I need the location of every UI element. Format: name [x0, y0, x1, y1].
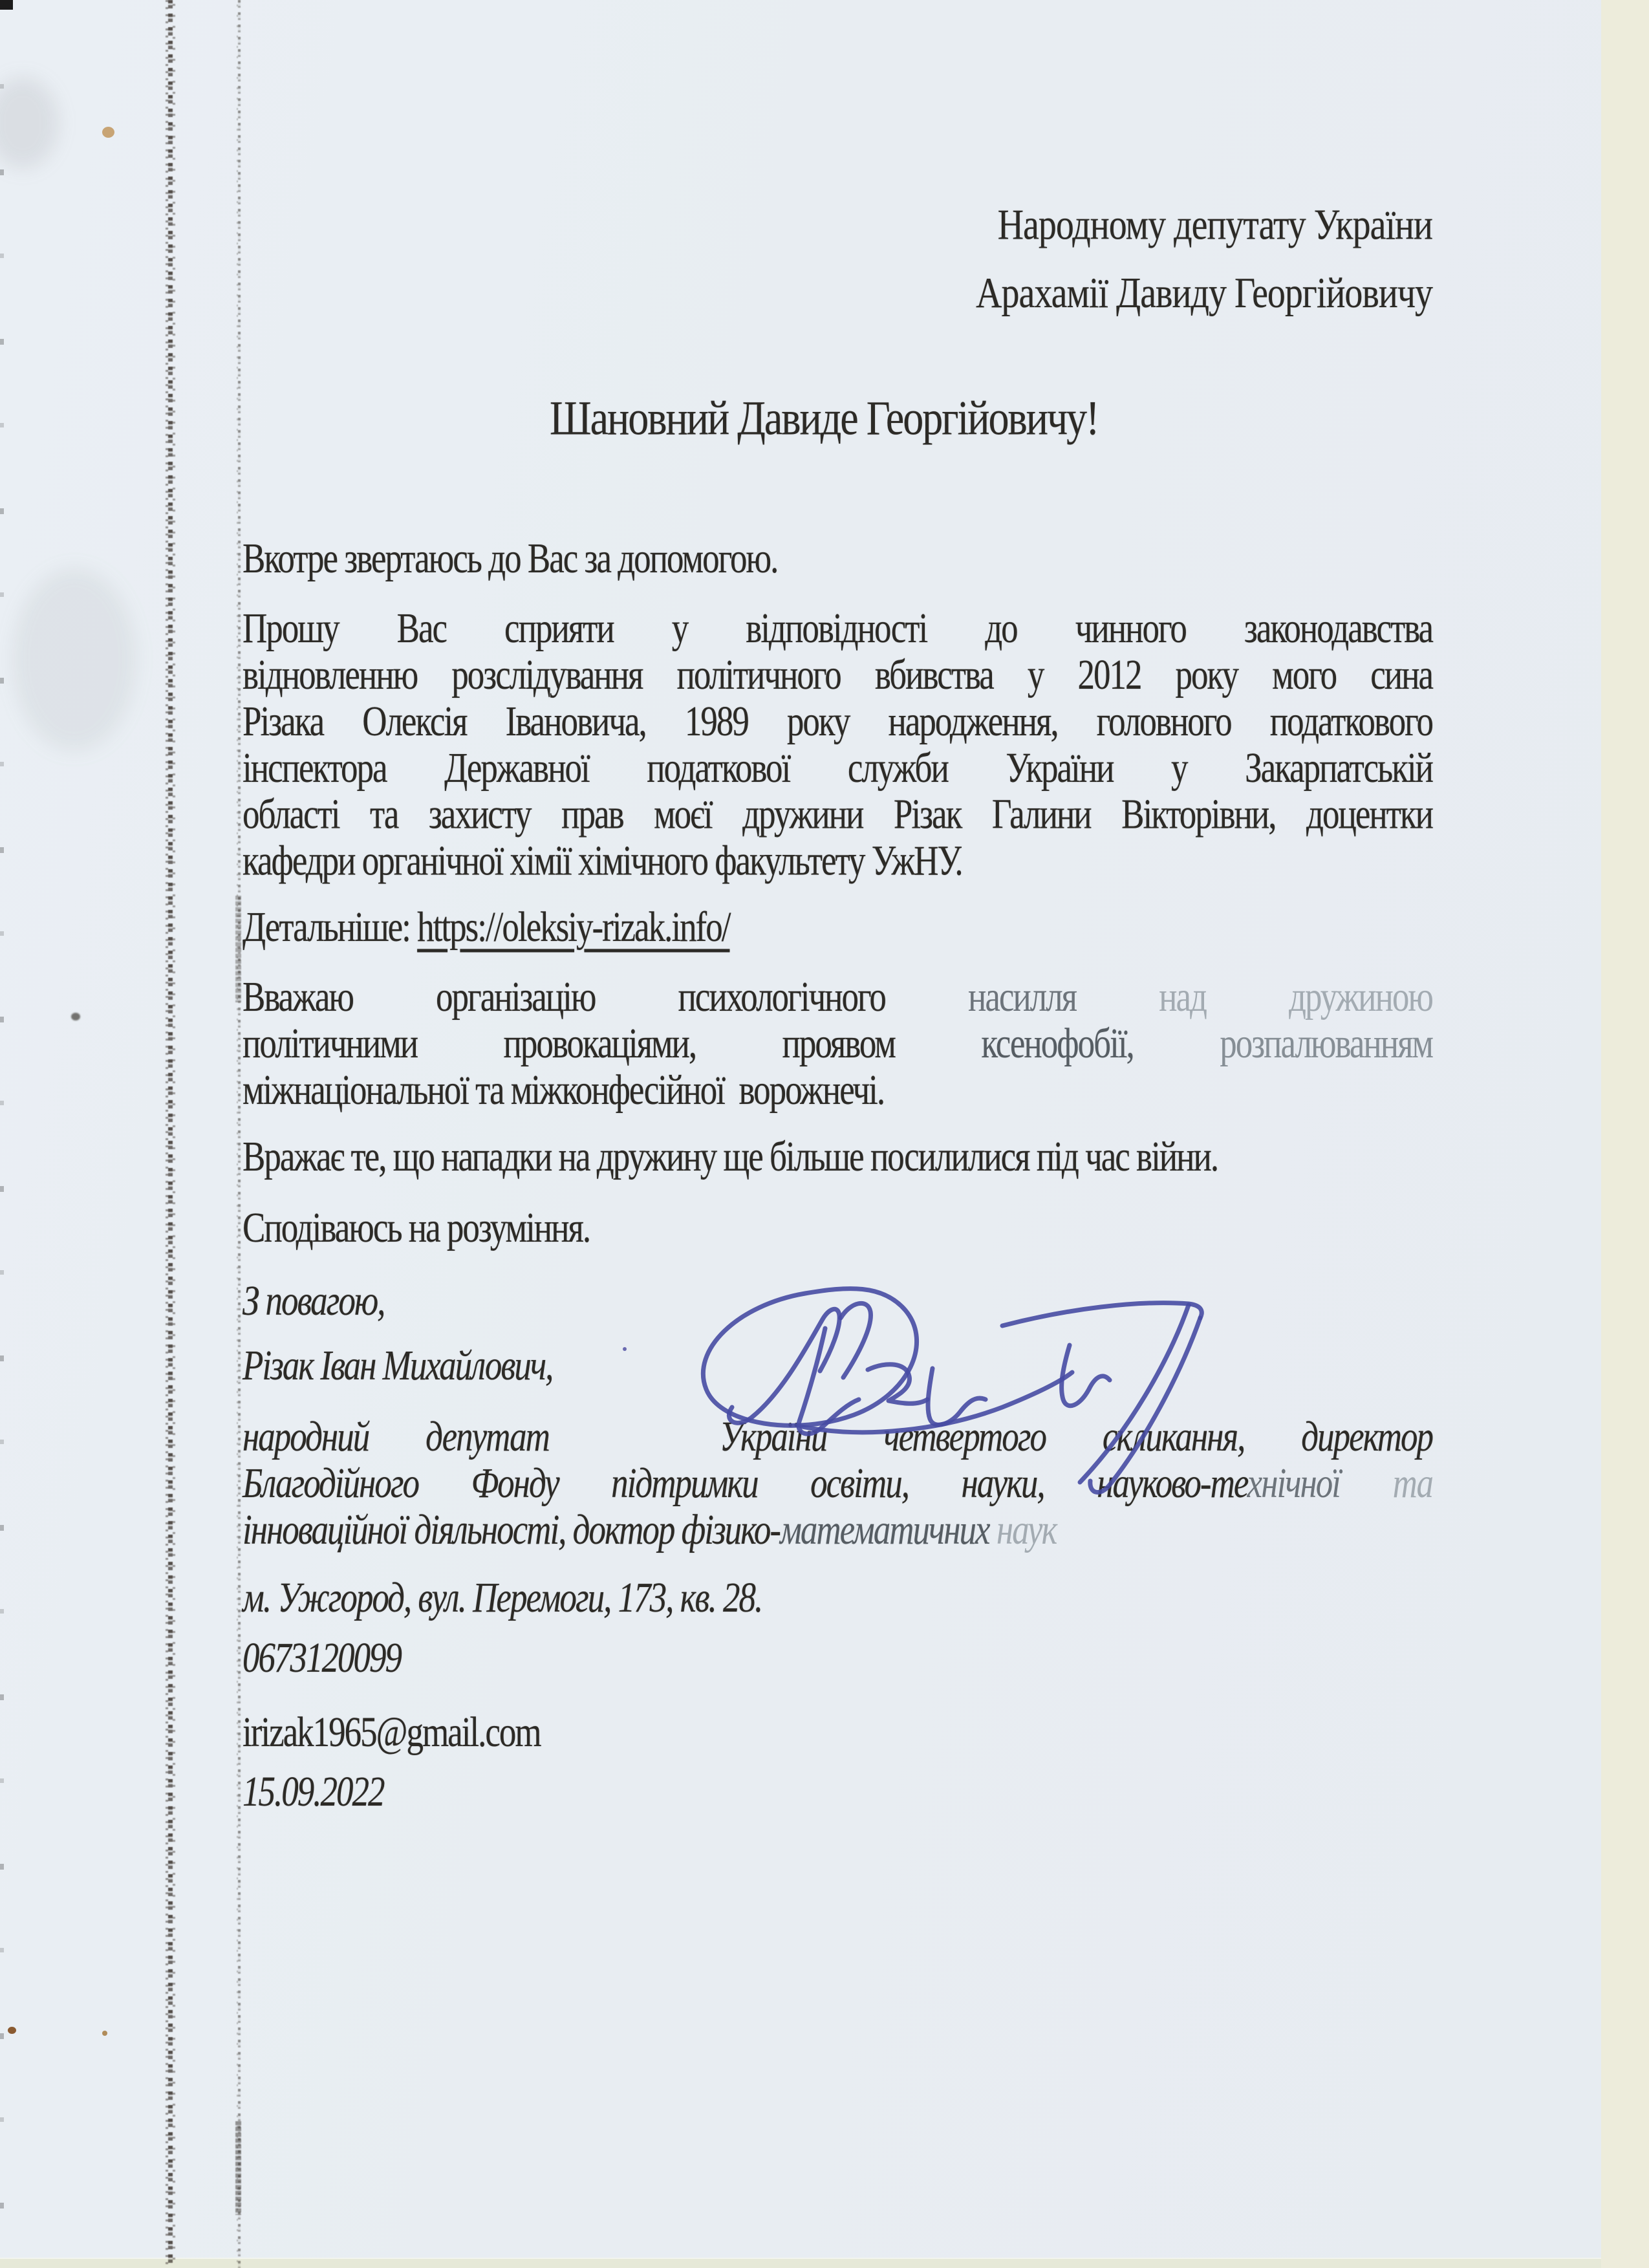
text-segment: Вважаю організацію психологічного — [242, 974, 968, 1021]
paragraph-details — [242, 904, 1432, 951]
body-line — [242, 1021, 1432, 1067]
scan-line-dark-segment — [235, 2121, 241, 2215]
text-segment: політичними провокаціями, проявом — [242, 1020, 982, 1067]
salutation: Шановний Давиде Георгійовичу! — [550, 391, 1099, 445]
body-line: Прошу Вас сприяти у відповідності до чинного законодавства — [242, 605, 1432, 652]
paper-stain — [102, 127, 114, 138]
sender-name: Різак Іван Михайлович, — [242, 1343, 553, 1389]
text-segment-faded: та — [1392, 1460, 1432, 1507]
text-segment: інноваційної діяльності, доктор фізико- — [242, 1506, 781, 1553]
scan-corner-mark — [0, 0, 13, 10]
body-line: відновленню розслідування політичного вбивства у 2012 року мого сина — [242, 651, 1432, 698]
body-line: області та захисту прав моєї дружини Різак Галини Вікторівни, доцентки — [242, 791, 1432, 838]
closing: З повагою, — [242, 1278, 385, 1324]
text-segment-faded: хнічної — [1247, 1460, 1393, 1507]
text-segment-faded: наук — [996, 1506, 1057, 1553]
details-label: Детальніше: — [242, 904, 418, 951]
dust-speck — [71, 1013, 80, 1021]
letter-date: 15.09.2022 — [242, 1769, 384, 1815]
handwritten-signature — [640, 1266, 1222, 1525]
scan-fold-line-margin — [237, 0, 242, 2268]
recipient-line-1: Народному депутату України — [997, 200, 1432, 249]
paper-stain — [8, 2027, 16, 2034]
text-segment: Благодійного Фонду підтримки освіти, науки, науково-те — [242, 1460, 1247, 1507]
body-line: Різака Олексія Івановича, 1989 року народження, головного податкового — [242, 698, 1432, 745]
recipient-block — [763, 191, 1432, 327]
paragraph-war: Вражає те, що нападки на дружину ще більше посилилися під час війни. — [242, 1134, 1218, 1180]
scan-smudge — [13, 569, 136, 750]
body-line: інспектора Державної податкової служби України у Закарпатській — [242, 744, 1432, 792]
text-segment-faded: насилля — [967, 974, 1159, 1021]
scan-fold-line-left — [166, 0, 176, 2268]
details-link[interactable]: https://oleksiy-rizak.info/ — [417, 904, 730, 951]
body-line — [242, 974, 1432, 1021]
text-segment-faded: розпалюванням — [1220, 1020, 1433, 1067]
paper-stain — [102, 2031, 107, 2036]
title-line: народний депутат України четвертого скликання, директор — [242, 1414, 1432, 1460]
scan-smudge — [0, 78, 58, 168]
body-line: міжнаціональної та міжконфесійної ворожнечі. — [242, 1066, 885, 1114]
scan-line-dark-segment — [235, 896, 241, 1002]
page-edge-speckles — [0, 0, 4, 2268]
sender-email: irizak1965@gmail.com — [242, 1709, 541, 1756]
paragraph-request — [242, 605, 1432, 885]
sender-address: м. Ужгород, вул. Перемоги, 173, кв. 28. — [242, 1575, 762, 1621]
paragraph-intro: Вкотре звертаюсь до Вас за допомогою. — [242, 535, 778, 582]
text-segment-faded: математичних — [780, 1506, 997, 1553]
scanner-background-strip-right — [1601, 0, 1649, 2268]
paragraph-opinion — [242, 974, 1432, 1114]
recipient-line-2: Арахамії Давиду Георгійовичу — [976, 269, 1432, 318]
body-line: кафедри органічної хімії хімічного факультету УжНУ. — [242, 837, 962, 885]
paragraph-hope: Сподіваюсь на розуміння. — [242, 1205, 590, 1251]
sender-phone: 0673120099 — [242, 1635, 401, 1681]
text-segment-faded: над дружиною — [1159, 974, 1432, 1021]
text-segment-faded: ксенофобії, — [981, 1020, 1220, 1067]
